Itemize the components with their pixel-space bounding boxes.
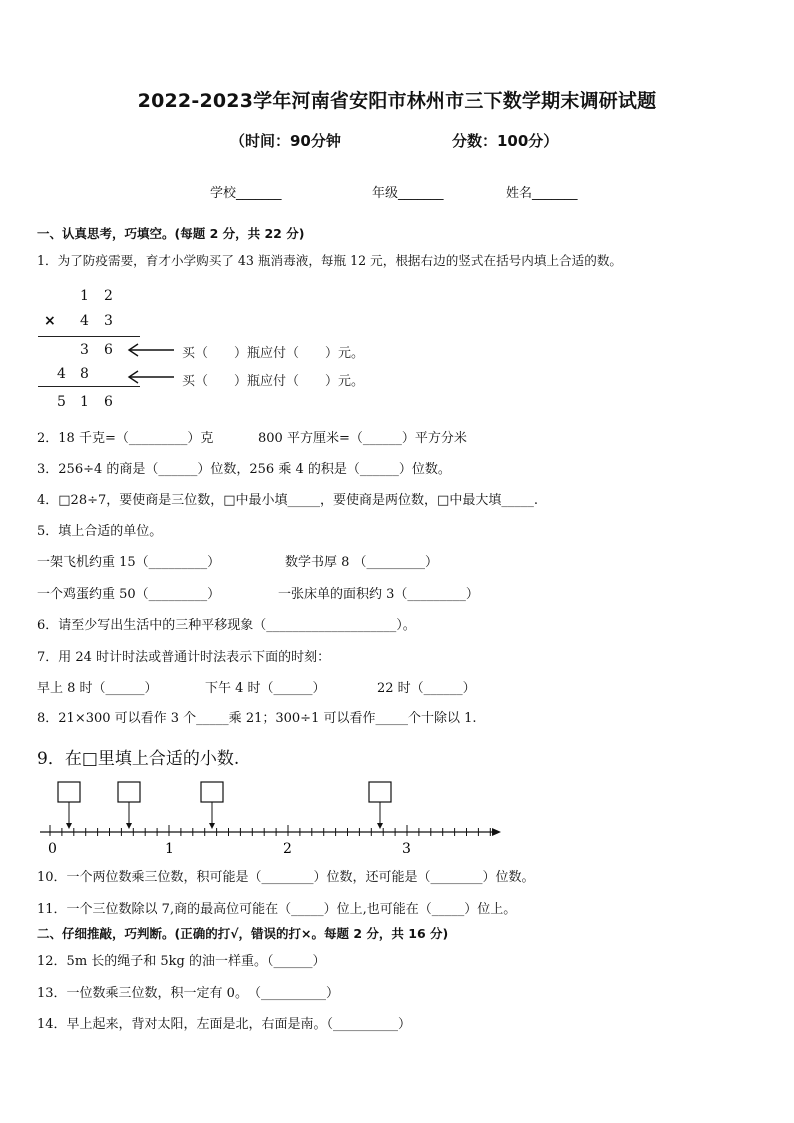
digit: 6 xyxy=(104,342,113,358)
section-1-heading: 一、认真思考，巧填空。(每题 2 分，共 22 分) xyxy=(37,226,305,241)
page-title: 2022-2023学年河南省安阳市林州市三下数学期末调研试题 xyxy=(137,90,657,112)
digit: 6 xyxy=(104,394,113,410)
time-label: （时间：90分钟 xyxy=(230,132,341,150)
divider-line xyxy=(38,386,140,387)
question-2a: 2．18 千克=（_________）克 xyxy=(37,431,214,446)
axis-label-1: 1 xyxy=(165,841,174,857)
question-11: 11．一个三位数除以 7,商的最高位可能在（_____）位上,也可能在（_____）位上。 xyxy=(37,902,517,917)
digit: 2 xyxy=(104,288,113,304)
digit: 4 xyxy=(80,313,89,329)
question-5c: 一个鸡蛋约重 50（_________） xyxy=(37,587,221,602)
answer-box[interactable] xyxy=(369,782,391,802)
answer-box[interactable] xyxy=(118,782,140,802)
question-8: 8．21×300 可以看作 3 个_____乘 21；300÷1 可以看作_____个十除以 1. xyxy=(37,711,477,726)
axis-label-0: 0 xyxy=(48,841,57,857)
question-5d: 一张床单的面积约 3（_________） xyxy=(278,587,479,602)
axis-label-2: 2 xyxy=(283,841,292,857)
question-6: 6．请至少写出生活中的三种平移现象（____________________）。 xyxy=(37,618,416,633)
arrow-icon xyxy=(126,340,176,386)
section-2-heading: 二、仔细推敲，巧判断。(正确的打√，错误的打×。每题 2 分，共 16 分) xyxy=(37,926,449,941)
question-7a: 早上 8 时（______） xyxy=(37,681,158,696)
digit: 3 xyxy=(80,342,89,358)
digit: 8 xyxy=(80,366,89,382)
answer-label-2: 买（ ）瓶应付（ ）元。 xyxy=(182,374,365,389)
question-9: 9．在□里填上合适的小数. xyxy=(37,749,240,769)
grade-field: 年级_______ xyxy=(372,186,444,201)
question-5: 5．填上合适的单位。 xyxy=(37,524,163,539)
digit: 5 xyxy=(57,394,66,410)
digit: 1 xyxy=(80,288,89,304)
score-label: 分数：100分） xyxy=(452,132,559,150)
times-sign: × xyxy=(44,313,56,329)
answer-label-1: 买（ ）瓶应付（ ）元。 xyxy=(182,346,365,361)
school-field: 学校_______ xyxy=(210,186,282,201)
name-field: 姓名_______ xyxy=(506,186,578,201)
question-7b: 下午 4 时（______） xyxy=(205,681,326,696)
digit: 3 xyxy=(104,313,113,329)
digit: 1 xyxy=(80,394,89,410)
question-7: 7．用 24 时计时法或普通计时法表示下面的时刻： xyxy=(37,650,331,665)
question-14: 14．早上起来，背对太阳，左面是北，右面是南。（__________） xyxy=(37,1017,412,1032)
divider-line xyxy=(38,336,140,337)
digit: 4 xyxy=(57,366,66,382)
question-12: 12．5m 长的绳子和 5kg 的油一样重。（______） xyxy=(37,954,326,969)
question-7c: 22 时（______） xyxy=(377,681,476,696)
answer-box[interactable] xyxy=(58,782,80,802)
question-5b: 数学书厚 8 （_________） xyxy=(285,555,439,570)
number-line xyxy=(30,778,510,858)
axis-label-3: 3 xyxy=(402,841,411,857)
question-2b: 800 平方厘米=（______）平方分米 xyxy=(258,431,467,446)
question-3: 3．256÷4 的商是（______）位数，256 乘 4 的积是（______）位数。 xyxy=(37,462,451,477)
answer-box[interactable] xyxy=(201,782,223,802)
question-4: 4．□28÷7，要使商是三位数，□中最小填_____，要使商是两位数，□中最大填_____. xyxy=(37,493,538,508)
question-13: 13．一位数乘三位数，积一定有 0。 （__________） xyxy=(37,986,339,1001)
question-5a: 一架飞机约重 15（_________） xyxy=(37,555,221,570)
question-10: 10．一个两位数乘三位数，积可能是（________）位数，还可能是（________）位数。 xyxy=(37,870,535,885)
question-1: 1．为了防疫需要，育才小学购买了 43 瓶消毒液，每瓶 12 元，根据右边的竖式在括号内填上合适的数。 xyxy=(37,253,623,268)
